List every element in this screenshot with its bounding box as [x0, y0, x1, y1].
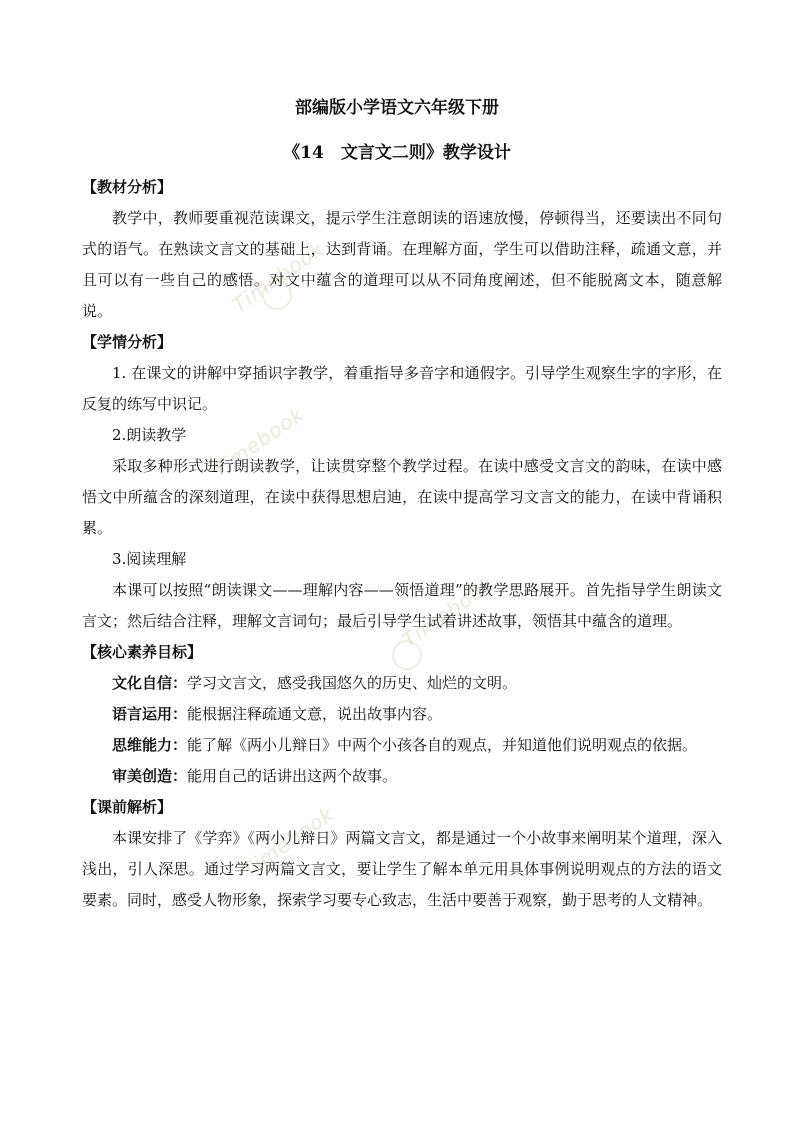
section-heading: 【学情分析】	[82, 333, 173, 351]
section-heading: 【教材分析】	[82, 178, 173, 196]
watermark: Timebook	[237, 801, 339, 883]
goal-item	[82, 730, 722, 761]
goal-label: 语言运用：	[112, 705, 188, 723]
goal-item	[82, 668, 722, 699]
paragraph: 采取多种形式进行朗读教学，让读贯穿整个教学过程。在读中感受文言文的韵味，在读中感悟文中所蕴含的深刻道理，在读中获得思想启迪，在读中提高学习文言文的能力，在读中背诵积累。	[82, 457, 722, 537]
section-heading: 【课前解析】	[82, 798, 173, 816]
document-body	[82, 172, 722, 916]
goal-text: 学习文言文，感受我国悠久的历史、灿烂的文明。	[187, 674, 518, 692]
paragraph: 教学中，教师要重视范读课文，提示学生注意朗读的语速放慢，停顿得当，还要读出不同句式的语气。在熟读文言文的基础上，达到背诵。在理解方面，学生可以借助注释，疏通文意，并且可以有一些自己的感悟。对文中蕴含的道理可以从不同角度阐述，但不能脱离文本，随意解说。	[82, 209, 722, 320]
section-heading: 【核心素养目标】	[82, 643, 203, 661]
goal-text: 能根据注释疏通文意，说出故事内容。	[187, 705, 443, 723]
document-subtitle: 《14 文言文二则》教学设计	[283, 143, 511, 163]
watermark: Timebook	[397, 571, 499, 653]
goal-text: 能了解《两小儿辩日》中两个小孩各自的观点，并知道他们说明观点的依据。	[187, 736, 698, 754]
goal-text: 能用自己的话讲出这两个故事。	[187, 767, 398, 785]
paragraph: 本课可以按照“朗读课文——理解内容——领悟道理”的教学思路展开。首先指导学生朗读文言文；然后结合注释，理解文言词句；最后引导学生试着讲述故事，领悟其中蕴含的道理。	[82, 581, 722, 630]
paragraph: 本课安排了《学弈》《两小儿辩日》两篇文言文，都是通过一个小故事来阐明某个道理，深入浅出，引人深思。通过学习两篇文言文，要让学生了解本单元用具体事例说明观点的方法的语文要素。同时，感受人物形象，探索学习要专心致志，生活中要善于观察，勤于思考的人文精神。	[82, 829, 722, 909]
goal-label: 思维能力：	[112, 736, 188, 754]
paragraph: 1. 在课文的讲解中穿插识字教学，着重指导多音字和通假字。引导学生观察生字的字形，在反复的练写中识记。	[82, 364, 722, 413]
paragraph: 2.朗读教学	[112, 426, 187, 444]
document-title: 部编版小学语文六年级下册	[295, 98, 499, 118]
goal-label: 文化自信：	[112, 674, 188, 692]
goal-label: 审美创造：	[112, 767, 188, 785]
paragraph: 3.阅读理解	[112, 550, 187, 568]
goal-item	[82, 699, 722, 730]
watermark: Timebook	[207, 401, 309, 483]
watermark: Timebook	[227, 236, 329, 318]
goal-item	[82, 761, 722, 792]
